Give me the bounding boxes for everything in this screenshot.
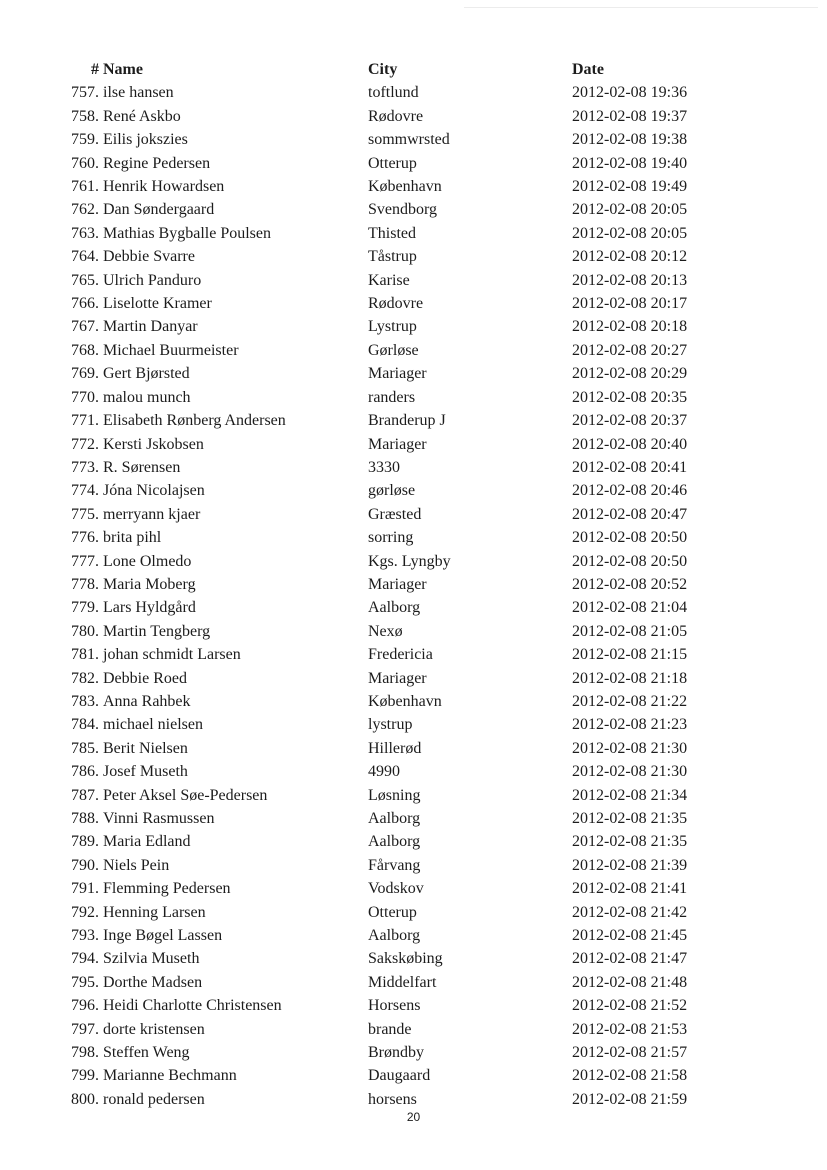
row-date: 2012-02-08 20:29 [572, 365, 688, 383]
row-city: lystrup [368, 716, 413, 734]
row-number: 759. [71, 131, 99, 149]
row-number: 797. [71, 1020, 99, 1038]
table-row [0, 760, 827, 783]
row-number: 794. [71, 950, 99, 968]
row-date: 2012-02-08 21:34 [572, 786, 688, 804]
row-name: johan schmidt Larsen [103, 646, 241, 664]
row-name: ronald pedersen [103, 1090, 205, 1108]
table-row [0, 947, 827, 970]
row-date: 2012-02-08 21:04 [572, 599, 688, 617]
row-number: 761. [71, 178, 99, 196]
row-number: 762. [71, 201, 99, 219]
row-number: 800. [71, 1090, 99, 1108]
table-row [0, 175, 827, 198]
row-number: 791. [71, 880, 99, 898]
row-name: Dorthe Madsen [103, 973, 203, 991]
row-date: 2012-02-08 19:37 [572, 107, 688, 125]
row-city: Løsning [368, 786, 421, 804]
row-city: Daugaard [368, 1067, 431, 1085]
row-name: Henrik Howardsen [103, 178, 225, 196]
row-number: 773. [71, 458, 99, 476]
table-row [0, 737, 827, 760]
row-city: Middelfart [368, 973, 437, 991]
row-date: 2012-02-08 20:41 [572, 458, 688, 476]
row-name: Eilis jokszies [103, 131, 188, 149]
row-date: 2012-02-08 19:38 [572, 131, 688, 149]
table-row [0, 901, 827, 924]
row-number: 757. [71, 84, 99, 102]
row-number: 774. [71, 482, 99, 500]
row-number: 789. [71, 833, 99, 851]
row-number: 766. [71, 295, 99, 313]
row-city: Mariager [368, 365, 427, 383]
row-name: René Askbo [103, 107, 181, 125]
row-date: 2012-02-08 20:37 [572, 412, 688, 430]
row-city: Aalborg [368, 810, 421, 827]
row-number: 787. [71, 786, 99, 804]
row-date: 2012-02-08 21:39 [572, 856, 688, 874]
table-row [0, 667, 827, 690]
row-date: 2012-02-08 20:18 [572, 318, 688, 336]
row-city: Svendborg [368, 201, 438, 219]
row-number: 784. [71, 716, 99, 734]
row-name: Kersti Jskobsen [103, 435, 204, 453]
row-city: Græsted [368, 505, 422, 523]
table-row [0, 503, 827, 526]
row-name: Lars Hyldgård [103, 599, 196, 617]
row-date: 2012-02-08 21:23 [572, 716, 688, 734]
row-number: 795. [71, 973, 99, 991]
row-city: Mariager [368, 575, 427, 593]
row-date: 2012-02-08 21:52 [572, 997, 688, 1015]
row-name: brita pihl [103, 529, 162, 547]
row-name: Debbie Roed [103, 669, 187, 687]
scan-edge-line [464, 7, 818, 8]
row-city: Vodskov [368, 880, 424, 898]
table-row [0, 526, 827, 549]
row-date: 2012-02-08 21:53 [572, 1020, 688, 1038]
row-city: Sakskøbing [368, 950, 443, 968]
row-name: Gert Bjørsted [103, 365, 190, 383]
row-number: 769. [71, 365, 99, 383]
row-city: 4990 [368, 763, 400, 781]
row-date: 2012-02-08 21:15 [572, 646, 688, 664]
row-number: 780. [71, 622, 99, 640]
row-date: 2012-02-08 21:45 [572, 927, 688, 945]
page-number: 20 [406, 1110, 421, 1124]
header-date: Date [572, 61, 604, 78]
row-name: Vinni Rasmussen [103, 810, 215, 827]
row-date: 2012-02-08 21:30 [572, 739, 688, 757]
row-date: 2012-02-08 21:35 [572, 810, 688, 827]
row-date: 2012-02-08 20:05 [572, 201, 688, 219]
row-name: Liselotte Kramer [103, 295, 212, 313]
row-date: 2012-02-08 20:35 [572, 388, 688, 406]
row-city: gørløse [368, 482, 416, 500]
row-date: 2012-02-08 20:40 [572, 435, 688, 453]
row-date: 2012-02-08 21:18 [572, 669, 688, 687]
row-name: Marianne Bechmann [103, 1067, 237, 1085]
table-row [0, 620, 827, 643]
row-date: 2012-02-08 20:47 [572, 505, 688, 523]
table-row [0, 81, 827, 104]
row-number: 799. [71, 1067, 99, 1085]
row-name: Martin Danyar [103, 318, 198, 336]
table-row [0, 433, 827, 456]
row-name: Steffen Weng [103, 1044, 190, 1062]
row-name: merryann kjaer [103, 505, 201, 523]
row-number: 772. [71, 435, 99, 453]
table-row [0, 105, 827, 128]
table-row [0, 479, 827, 502]
table-row [0, 690, 827, 713]
row-name: Berit Nielsen [103, 739, 188, 757]
table-row [0, 292, 827, 315]
row-number: 764. [71, 248, 99, 266]
row-name: Niels Pein [103, 856, 170, 874]
row-city: København [368, 692, 442, 710]
table-row [0, 877, 827, 900]
row-date: 2012-02-08 20:17 [572, 295, 688, 313]
row-name: Flemming Pedersen [103, 880, 231, 898]
row-date: 2012-02-08 20:50 [572, 552, 688, 570]
row-city: sommwrsted [368, 131, 450, 149]
signature-list-table [0, 58, 827, 1111]
row-name: Maria Moberg [103, 575, 196, 593]
table-row [0, 1018, 827, 1041]
row-city: Aalborg [368, 833, 421, 851]
row-city: Fredericia [368, 646, 433, 664]
row-name: dorte kristensen [103, 1020, 205, 1038]
row-date: 2012-02-08 21:47 [572, 950, 688, 968]
row-name: Michael Buurmeister [103, 341, 239, 359]
table-row [0, 1088, 827, 1111]
row-number: 781. [71, 646, 99, 664]
row-city: København [368, 178, 442, 196]
table-row [0, 222, 827, 245]
row-number: 776. [71, 529, 99, 547]
table-row [0, 315, 827, 338]
row-city: Thisted [368, 224, 416, 242]
row-number: 782. [71, 669, 99, 687]
table-row [0, 971, 827, 994]
table-row [0, 643, 827, 666]
row-date: 2012-02-08 21:58 [572, 1067, 688, 1085]
row-name: Anna Rahbek [103, 692, 191, 710]
row-number: 758. [71, 107, 99, 125]
row-date: 2012-02-08 19:36 [572, 84, 688, 102]
table-row [0, 386, 827, 409]
row-number: 783. [71, 692, 99, 710]
row-name: Josef Museth [103, 763, 188, 781]
row-date: 2012-02-08 21:35 [572, 833, 688, 851]
row-number: 793. [71, 927, 99, 945]
row-date: 2012-02-08 20:50 [572, 529, 688, 547]
row-number: 760. [71, 154, 99, 172]
row-number: 778. [71, 575, 99, 593]
row-city: Brøndby [368, 1044, 424, 1062]
table-row [0, 339, 827, 362]
row-date: 2012-02-08 20:52 [572, 575, 688, 593]
row-date: 2012-02-08 20:05 [572, 224, 688, 242]
table-row [0, 713, 827, 736]
table-row [0, 362, 827, 385]
row-name: Dan Søndergaard [103, 201, 215, 219]
row-city: sorring [368, 529, 414, 547]
row-city: Kgs. Lyngby [368, 552, 451, 570]
row-date: 2012-02-08 21:48 [572, 973, 688, 991]
row-number: 777. [71, 552, 99, 570]
row-name: Szilvia Museth [103, 950, 200, 968]
row-city: Otterup [368, 154, 417, 172]
row-city: randers [368, 388, 416, 406]
table-row [0, 269, 827, 292]
row-city: Otterup [368, 903, 417, 921]
row-city: Hillerød [368, 739, 422, 757]
header-row [0, 58, 827, 81]
table-row [0, 830, 827, 853]
row-name: Jóna Nicolajsen [103, 482, 205, 500]
row-name: Maria Edland [103, 833, 191, 851]
row-city: Branderup J [368, 412, 446, 430]
table-row [0, 245, 827, 268]
table-row [0, 198, 827, 221]
table-row [0, 128, 827, 151]
row-city: toftlund [368, 84, 419, 102]
table-row [0, 924, 827, 947]
row-date: 2012-02-08 20:13 [572, 271, 688, 289]
row-date: 2012-02-08 19:40 [572, 154, 688, 172]
row-number: 768. [71, 341, 99, 359]
table-row [0, 596, 827, 619]
row-date: 2012-02-08 21:41 [572, 880, 688, 898]
row-city: brande [368, 1020, 412, 1038]
row-city: Rødovre [368, 107, 424, 125]
row-name: Martin Tengberg [103, 622, 211, 640]
header-name: Name [103, 61, 143, 78]
row-city: horsens [368, 1090, 417, 1108]
row-name: Debbie Svarre [103, 248, 195, 266]
row-name: Inge Bøgel Lassen [103, 927, 223, 945]
row-name: Lone Olmedo [103, 552, 192, 570]
table-body [0, 81, 827, 1111]
row-name: R. Sørensen [103, 458, 181, 476]
row-city: Nexø [368, 622, 403, 640]
header-city: City [368, 61, 398, 78]
row-name: Mathias Bygballe Poulsen [103, 224, 271, 242]
row-name: Henning Larsen [103, 903, 206, 921]
row-city: Mariager [368, 669, 427, 687]
row-date: 2012-02-08 21:22 [572, 692, 688, 710]
row-city: Horsens [368, 997, 421, 1015]
table-row [0, 854, 827, 877]
row-name: michael nielsen [103, 716, 203, 734]
row-date: 2012-02-08 21:30 [572, 763, 688, 781]
row-name: Ulrich Panduro [103, 271, 202, 289]
row-number: 798. [71, 1044, 99, 1062]
table-row [0, 550, 827, 573]
row-city: Aalborg [368, 599, 421, 617]
row-number: 792. [71, 903, 99, 921]
row-number: 770. [71, 388, 99, 406]
row-date: 2012-02-08 21:57 [572, 1044, 688, 1062]
row-city: Aalborg [368, 927, 421, 945]
row-city: Karise [368, 271, 410, 289]
row-date: 2012-02-08 21:42 [572, 903, 688, 921]
row-name: Regine Pedersen [103, 154, 211, 172]
table-row [0, 409, 827, 432]
row-date: 2012-02-08 21:05 [572, 622, 688, 640]
table-row [0, 573, 827, 596]
row-date: 2012-02-08 20:27 [572, 341, 688, 359]
table-row [0, 152, 827, 175]
row-city: Fårvang [368, 856, 421, 874]
row-date: 2012-02-08 20:12 [572, 248, 688, 266]
row-city: Lystrup [368, 318, 417, 336]
row-name: Heidi Charlotte Christensen [103, 997, 282, 1015]
row-number: 765. [71, 271, 99, 289]
row-date: 2012-02-08 20:46 [572, 482, 688, 500]
row-number: 779. [71, 599, 99, 617]
row-city: Rødovre [368, 295, 424, 313]
row-city: Mariager [368, 435, 427, 453]
row-date: 2012-02-08 21:59 [572, 1090, 688, 1108]
row-name: Elisabeth Rønberg Andersen [103, 412, 286, 430]
table-row [0, 1041, 827, 1064]
table-row [0, 807, 827, 830]
row-number: 763. [71, 224, 99, 242]
row-name: Peter Aksel Søe-Pedersen [103, 786, 268, 804]
row-date: 2012-02-08 19:49 [572, 178, 688, 196]
table-row [0, 1064, 827, 1087]
row-number: 767. [71, 318, 99, 336]
row-city: Tåstrup [368, 248, 417, 266]
table-row [0, 784, 827, 807]
table-row [0, 456, 827, 479]
table-row [0, 994, 827, 1017]
row-city: Gørløse [368, 341, 419, 359]
row-number: 788. [71, 810, 99, 827]
row-number: 785. [71, 739, 99, 757]
row-number: 796. [71, 997, 99, 1015]
row-name: ilse hansen [103, 84, 174, 102]
row-number: 775. [71, 505, 99, 523]
row-number: 790. [71, 856, 99, 874]
row-city: 3330 [368, 458, 400, 476]
header-number: # [91, 61, 99, 78]
row-number: 771. [71, 412, 99, 430]
row-name: malou munch [103, 388, 191, 406]
row-number: 786. [71, 763, 99, 781]
